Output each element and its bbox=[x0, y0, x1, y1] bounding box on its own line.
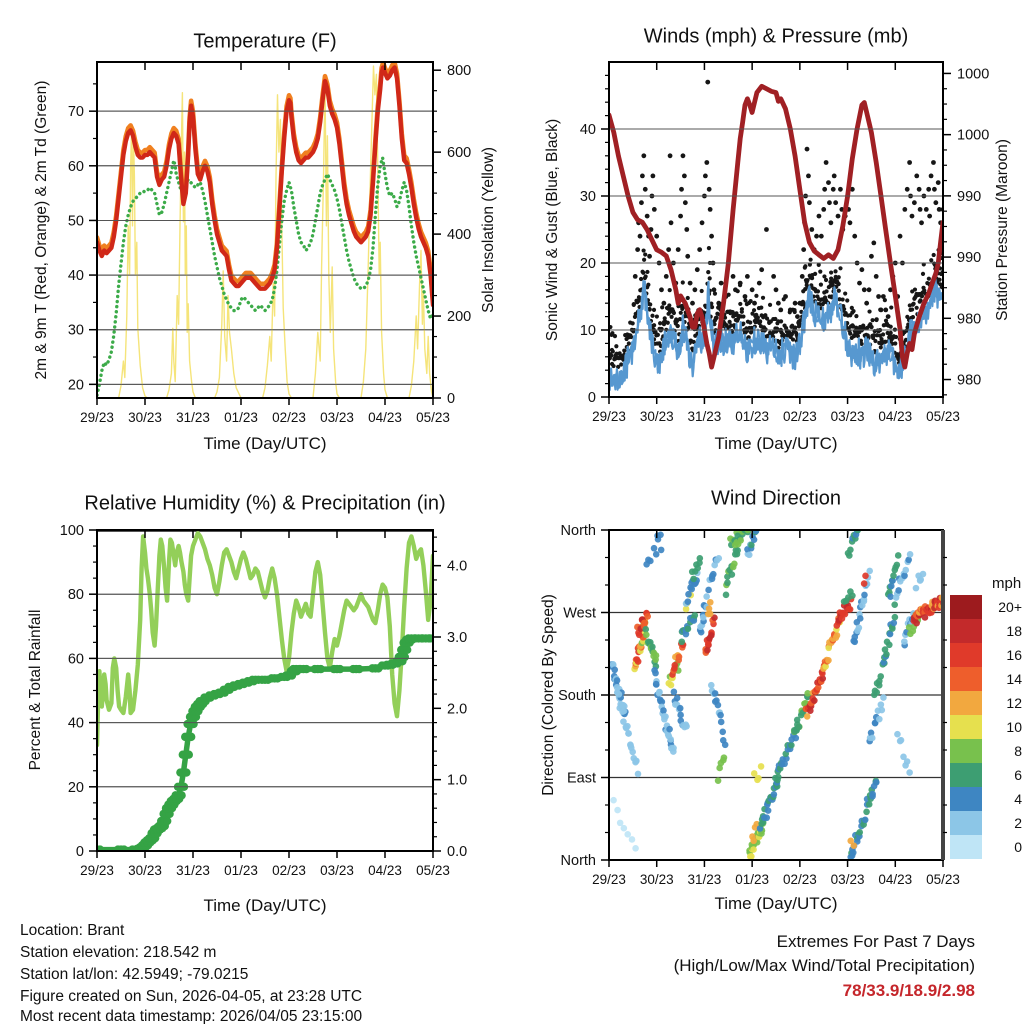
svg-text:04/23: 04/23 bbox=[878, 409, 913, 424]
colorbar-swatch bbox=[950, 811, 982, 835]
extremes-subtitle: (High/Low/Max Wind/Total Precipitation) bbox=[673, 956, 975, 975]
colorbar-entry-20plus bbox=[950, 595, 1024, 619]
colorbar-entry-8 bbox=[950, 739, 1024, 763]
svg-text:40: 40 bbox=[67, 268, 84, 285]
svg-text:01/23: 01/23 bbox=[224, 863, 258, 878]
colorbar-swatch bbox=[950, 835, 982, 859]
panel-title-wind-direction: Wind Direction bbox=[710, 487, 842, 510]
svg-text:1000: 1000 bbox=[957, 66, 990, 83]
ylabel-pressure-right: Station Pressure (Maroon) bbox=[994, 139, 1011, 321]
svg-text:31/23: 31/23 bbox=[176, 410, 210, 425]
svg-text:3.0: 3.0 bbox=[447, 630, 468, 646]
svg-text:West: West bbox=[563, 605, 596, 622]
svg-text:02/23: 02/23 bbox=[272, 863, 306, 878]
svg-text:04/23: 04/23 bbox=[878, 872, 913, 887]
svg-text:South: South bbox=[558, 688, 596, 704]
svg-text:30/23: 30/23 bbox=[128, 863, 162, 878]
svg-text:20: 20 bbox=[579, 256, 596, 272]
humidity-precip-plot bbox=[60, 523, 467, 878]
colorbar-entry-12 bbox=[950, 691, 1024, 715]
xlabel-temperature: Time (Day/UTC) bbox=[203, 434, 327, 453]
colorbar-label: 16 bbox=[1006, 647, 1022, 663]
colorbar-label: 10 bbox=[1006, 719, 1022, 735]
colorbar-entry-10 bbox=[950, 715, 1024, 739]
svg-text:29/23: 29/23 bbox=[592, 409, 626, 424]
svg-text:03/23: 03/23 bbox=[320, 863, 354, 878]
colorbar-swatch bbox=[950, 619, 982, 643]
ylabel-temperature-left: 2m & 9m T (Red, Orange) & 2m Td (Green) bbox=[33, 80, 50, 380]
svg-text:31/23: 31/23 bbox=[687, 409, 722, 424]
footer-elevation: Station elevation: 218.542 m bbox=[20, 944, 217, 961]
colorbar-label: 8 bbox=[1014, 743, 1022, 759]
svg-text:30: 30 bbox=[579, 189, 596, 205]
svg-text:60: 60 bbox=[67, 651, 84, 668]
svg-text:990: 990 bbox=[957, 188, 982, 205]
colorbar-swatch bbox=[950, 667, 982, 691]
ylabel-solar-right: Solar Insolation (Yellow) bbox=[480, 147, 497, 313]
colorbar-entry-4 bbox=[950, 787, 1024, 811]
svg-text:10: 10 bbox=[579, 323, 596, 339]
panel-title-winds: Winds (mph) & Pressure (mb) bbox=[643, 25, 909, 48]
svg-text:990: 990 bbox=[957, 250, 982, 267]
svg-text:70: 70 bbox=[67, 104, 84, 121]
colorbar-label: 4 bbox=[1014, 791, 1022, 807]
ylabel-wind-left: Sonic Wind & Gust (Blue, Black) bbox=[544, 118, 561, 342]
svg-text:980: 980 bbox=[957, 372, 982, 389]
svg-text:980: 980 bbox=[957, 311, 982, 328]
svg-text:30/23: 30/23 bbox=[128, 410, 162, 425]
svg-text:0: 0 bbox=[75, 844, 84, 860]
svg-text:05/23: 05/23 bbox=[416, 410, 450, 425]
footer-location: Location: Brant bbox=[20, 922, 125, 939]
svg-text:2.0: 2.0 bbox=[447, 701, 468, 718]
xlabel-winddir: Time (Day/UTC) bbox=[714, 894, 838, 913]
svg-text:03/23: 03/23 bbox=[320, 410, 354, 425]
svg-text:04/23: 04/23 bbox=[368, 410, 402, 425]
colorbar-swatch bbox=[950, 643, 982, 667]
temperature-plot bbox=[68, 62, 471, 425]
svg-text:80: 80 bbox=[67, 587, 84, 604]
wind-direction-plot bbox=[558, 523, 960, 887]
svg-text:20: 20 bbox=[67, 779, 84, 796]
svg-text:800: 800 bbox=[447, 63, 472, 80]
colorbar-swatch bbox=[950, 715, 982, 739]
panel-title-humidity: Relative Humidity (%) & Precipitation (in) bbox=[84, 492, 446, 515]
svg-text:29/23: 29/23 bbox=[592, 872, 626, 887]
svg-text:East: East bbox=[566, 770, 596, 787]
svg-text:600: 600 bbox=[447, 145, 472, 162]
svg-text:02/23: 02/23 bbox=[782, 872, 817, 887]
colorbar-label: 20+ bbox=[998, 599, 1022, 615]
svg-text:29/23: 29/23 bbox=[80, 863, 114, 878]
svg-text:03/23: 03/23 bbox=[830, 872, 865, 887]
svg-text:400: 400 bbox=[447, 227, 472, 244]
svg-text:04/23: 04/23 bbox=[368, 863, 402, 878]
svg-text:02/23: 02/23 bbox=[272, 410, 306, 425]
svg-text:05/23: 05/23 bbox=[416, 863, 450, 878]
svg-text:03/23: 03/23 bbox=[830, 409, 865, 424]
ylabel-humidity-left: Percent & Total Rainfall bbox=[27, 609, 44, 771]
svg-text:40: 40 bbox=[579, 122, 596, 138]
svg-text:North: North bbox=[560, 523, 596, 539]
svg-text:40: 40 bbox=[67, 715, 84, 732]
colorbar-entry-2 bbox=[950, 811, 1024, 835]
colorbar-label: 6 bbox=[1014, 767, 1022, 783]
svg-text:30/23: 30/23 bbox=[639, 409, 674, 424]
colorbar-title: mph bbox=[992, 575, 1022, 592]
svg-text:01/23: 01/23 bbox=[735, 409, 770, 424]
xlabel-humidity: Time (Day/UTC) bbox=[203, 896, 327, 915]
svg-text:01/23: 01/23 bbox=[224, 410, 258, 425]
svg-text:1000: 1000 bbox=[957, 127, 990, 144]
colorbar-label: 18 bbox=[1006, 623, 1022, 639]
xlabel-winds: Time (Day/UTC) bbox=[714, 434, 838, 453]
svg-text:05/23: 05/23 bbox=[926, 409, 960, 424]
svg-text:29/23: 29/23 bbox=[80, 410, 114, 425]
svg-text:50: 50 bbox=[67, 213, 84, 230]
colorbar-entry-18 bbox=[950, 619, 1024, 643]
colorbar-entry-16 bbox=[950, 643, 1024, 667]
ylabel-direction-left: Direction (Colored By Speed) bbox=[540, 594, 557, 796]
footer-timestamp: Most recent data timestamp: 2026/04/05 23:15:00 bbox=[20, 1008, 363, 1024]
colorbar-entry-0 bbox=[950, 835, 1024, 859]
colorbar-label: 2 bbox=[1014, 815, 1022, 831]
footer-latlon: Station lat/lon: 42.5949; -79.0215 bbox=[20, 966, 249, 983]
svg-text:30: 30 bbox=[67, 322, 84, 339]
colorbar-swatch bbox=[950, 691, 982, 715]
colorbar-swatch bbox=[950, 763, 982, 787]
colorbar-swatch bbox=[950, 787, 982, 811]
svg-text:0.0: 0.0 bbox=[447, 844, 468, 860]
speed-colorbar bbox=[950, 575, 1024, 859]
footer-created: Figure created on Sun, 2026-04-05, at 23:28 UTC bbox=[20, 988, 363, 1005]
svg-text:1.0: 1.0 bbox=[447, 772, 468, 789]
colorbar-swatch bbox=[950, 595, 982, 619]
svg-text:0: 0 bbox=[587, 390, 596, 406]
svg-text:30/23: 30/23 bbox=[639, 872, 674, 887]
svg-text:100: 100 bbox=[59, 523, 84, 539]
svg-text:05/23: 05/23 bbox=[926, 872, 960, 887]
panel-title-temperature: Temperature (F) bbox=[193, 30, 337, 53]
colorbar-label: 12 bbox=[1006, 695, 1022, 711]
extremes-title: Extremes For Past 7 Days bbox=[776, 932, 975, 951]
svg-text:0: 0 bbox=[447, 391, 456, 407]
svg-text:01/23: 01/23 bbox=[735, 872, 770, 887]
colorbar-swatch bbox=[950, 739, 982, 763]
svg-text:31/23: 31/23 bbox=[176, 863, 210, 878]
colorbar-entry-14 bbox=[950, 667, 1024, 691]
svg-text:20: 20 bbox=[67, 377, 84, 394]
winds-pressure-plot bbox=[580, 62, 989, 424]
svg-text:200: 200 bbox=[447, 309, 472, 326]
svg-text:02/23: 02/23 bbox=[782, 409, 817, 424]
colorbar-entry-6 bbox=[950, 763, 1024, 787]
extremes-values: 78/33.9/18.9/2.98 bbox=[842, 981, 975, 1000]
svg-text:4.0: 4.0 bbox=[447, 558, 468, 575]
svg-text:North: North bbox=[560, 853, 596, 869]
svg-text:60: 60 bbox=[67, 158, 84, 175]
colorbar-label: 14 bbox=[1006, 671, 1022, 687]
colorbar-label: 0 bbox=[1014, 839, 1022, 855]
svg-text:31/23: 31/23 bbox=[687, 872, 722, 887]
